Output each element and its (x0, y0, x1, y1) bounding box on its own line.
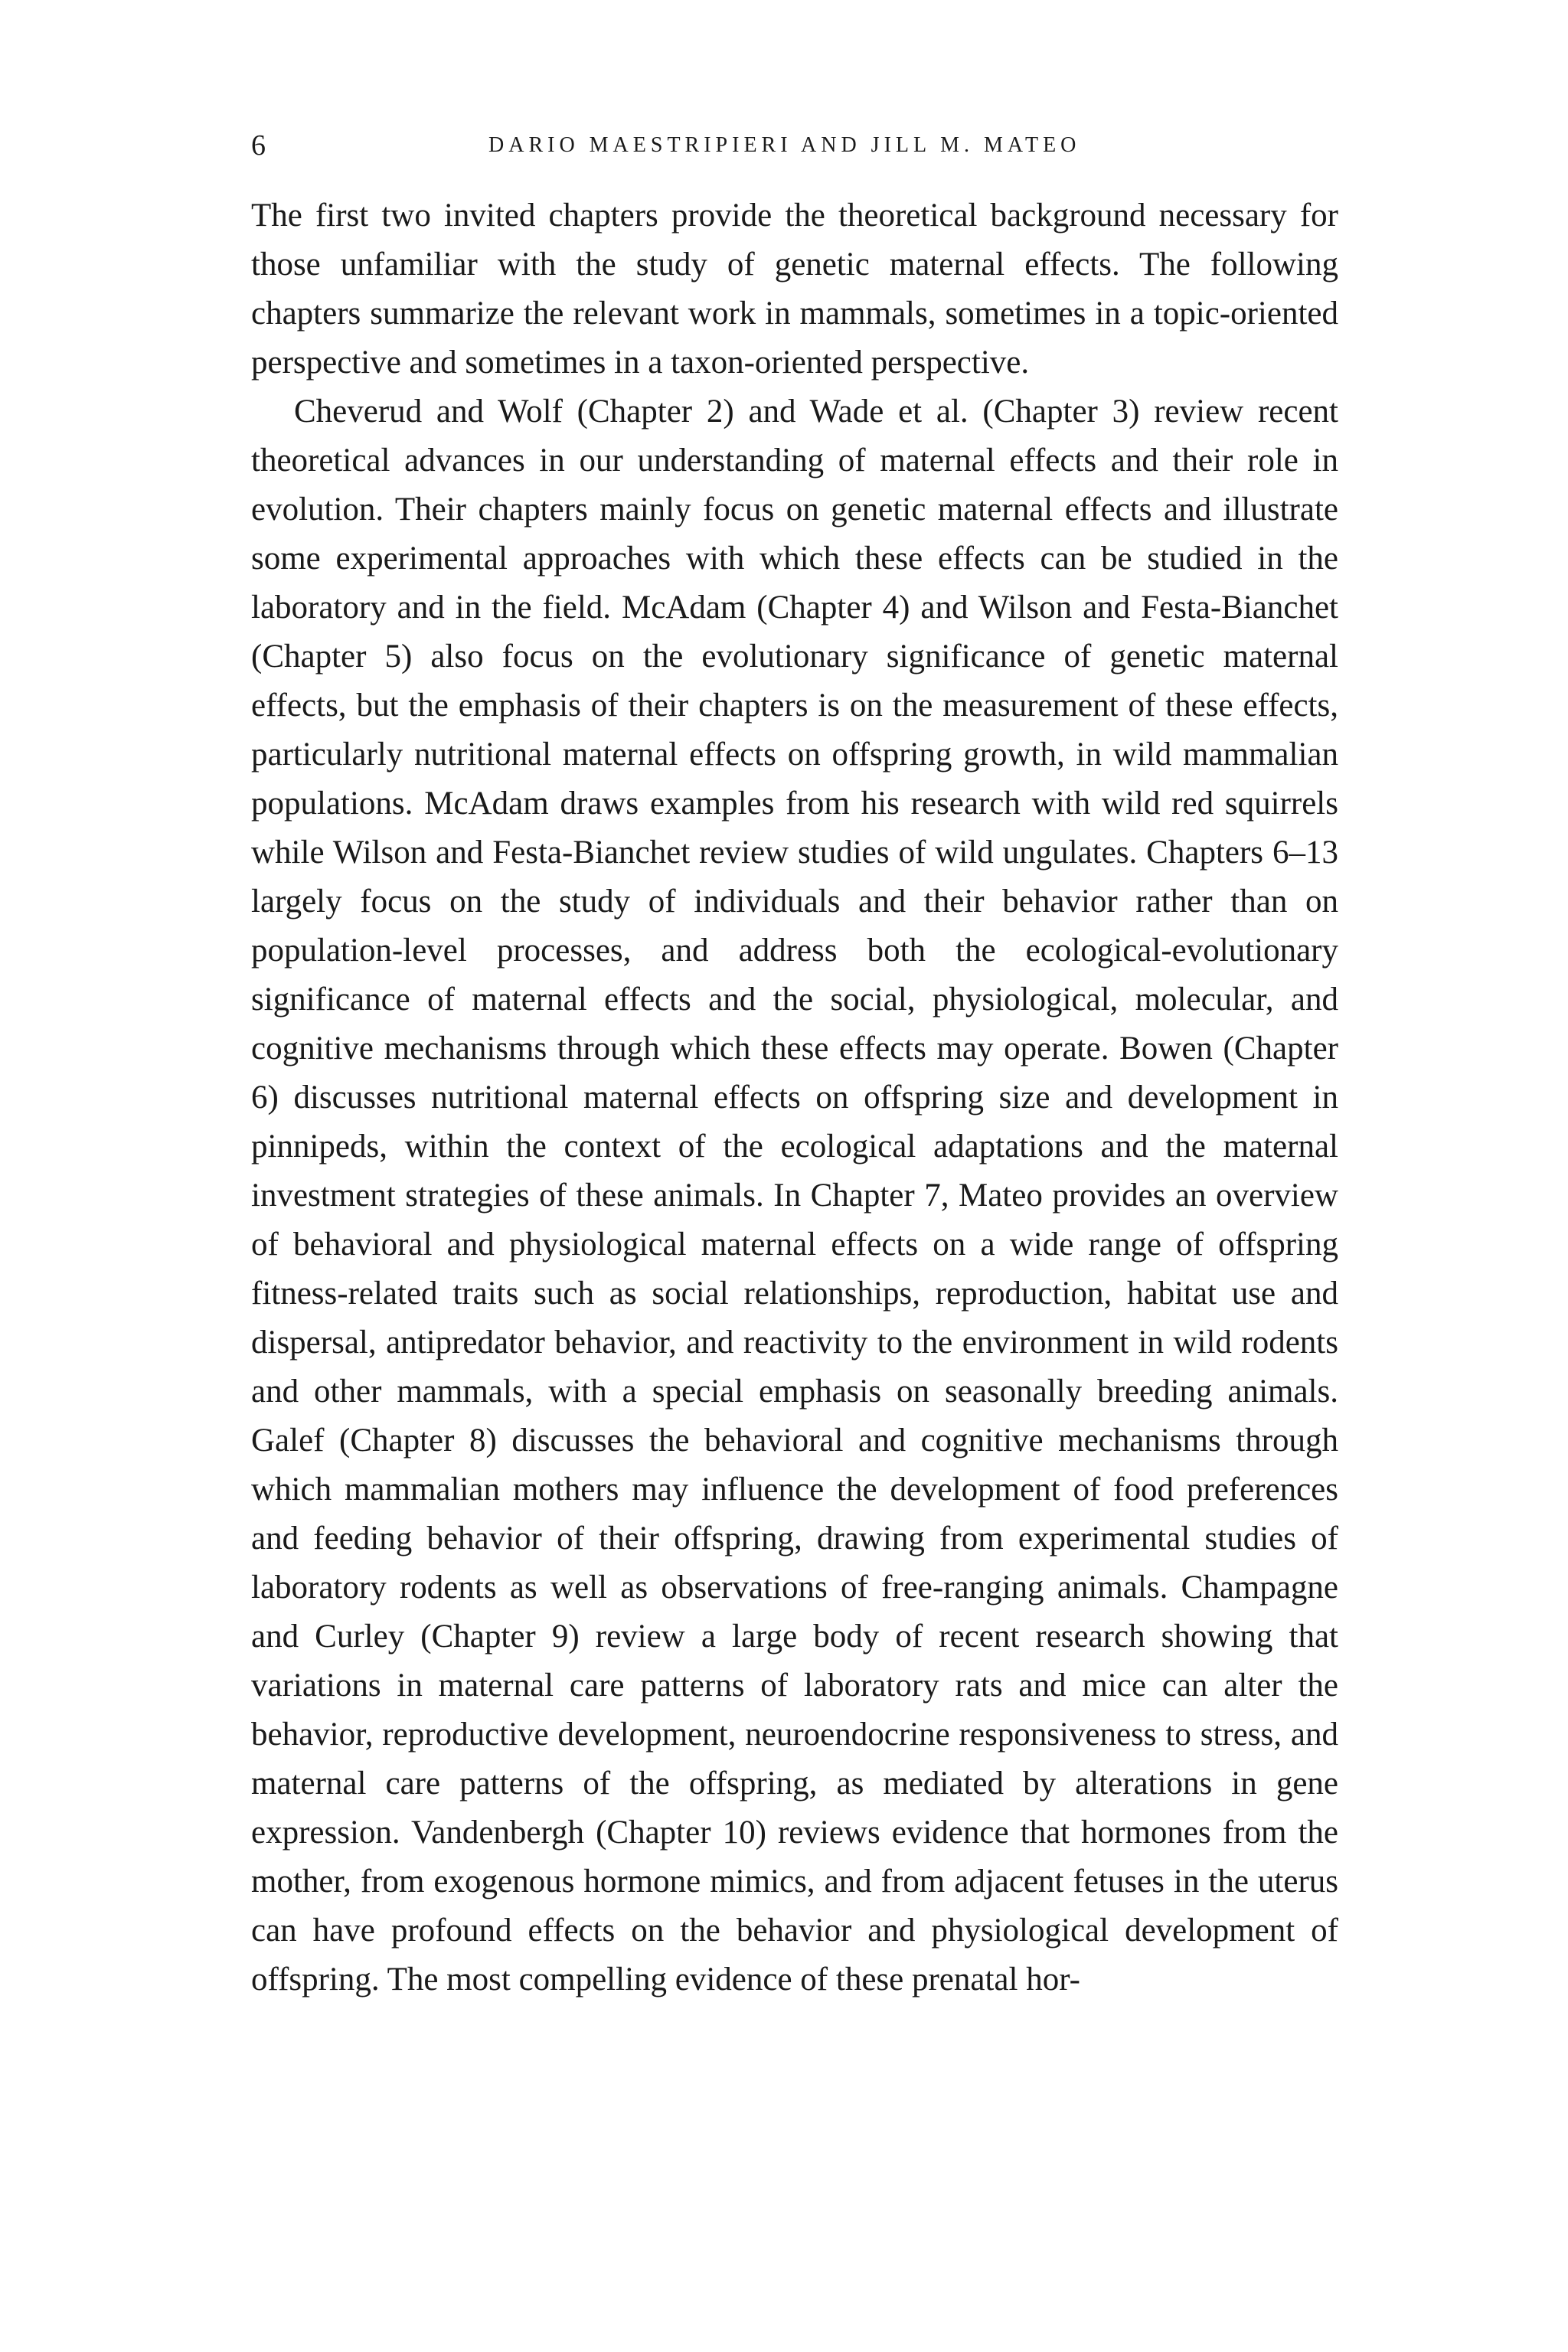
page-number: 6 (251, 129, 266, 162)
paragraph-intro: The first two invited chapters provide the theoretical background necessary for those unfamiliar with the study of genetic maternal effects. The following chapters summarize the relevant work in mammals, sometimes in a topic-oriented perspective and sometimes in a taxon-oriented perspective. (251, 198, 1338, 381)
running-title: DARIO MAESTRIPIERI AND JILL M. MATEO (488, 133, 1081, 157)
running-head (251, 126, 1338, 165)
body-text (251, 191, 1338, 2004)
paragraph-chapter-overview: Cheverud and Wolf (Chapter 2) and Wade et al. (Chapter 3) review recent theoretical advances in our understanding of maternal effects and their role in evolution. Their chapters mainly focus on genetic maternal effects and illustrate some experimental approaches with which these effects can be studied in the laboratory and in the field. McAdam (Chapter 4) and Wilson and Festa-Bianchet (Chapter 5) also focus on the evolutionary significance of genetic maternal effects, but the emphasis of their chapters is on the measurement of these effects, particularly nutritional maternal effects on offspring growth, in wild mammalian populations. McAdam draws examples from his research with wild red squirrels while Wilson and Festa-Bianchet review studies of wild ungulates. Chapters 6–13 largely focus on the study of individuals and their behavior rather than on population-level processes, and address both the ecological-evolutionary significance of maternal effects and the social, physiological, molecular, and cognitive mechanisms through which these effects may operate. Bowen (Chapter 6) discusses nutritional maternal effects on offspring size and development in pinnipeds, within the context of the ecological adaptations and the maternal investment strategies of these animals. In Chapter 7, Mateo provides an overview of behavioral and physiological maternal effects on a wide range of offspring fitness-related traits such as social relationships, reproduction, habitat use and dispersal, antipredator behavior, and reactivity to the environment in wild rodents and other mammals, with a special emphasis on seasonally breeding animals. Galef (Chapter 8) discusses the behavioral and cognitive mechanisms through which mammalian mothers may influence the development of food preferences and feeding behavior of their offspring, drawing from experimental studies of laboratory rodents as well as observations of free-ranging animals. Champagne and Curley (Chapter 9) review a large body of recent research showing that variations in maternal care patterns of laboratory rats and mice can alter the behavior, reproductive development, neuroendocrine responsiveness to stress, and maternal care patterns of the offspring, as mediated by alterations in gene expression. Vandenbergh (Chapter 10) reviews evidence that hormones from the mother, from exogenous hormone mimics, and from adjacent fetuses in the uterus can have profound effects on the behavior and physiological development of offspring. The most compelling evidence of these prenatal hor- (251, 394, 1338, 1998)
